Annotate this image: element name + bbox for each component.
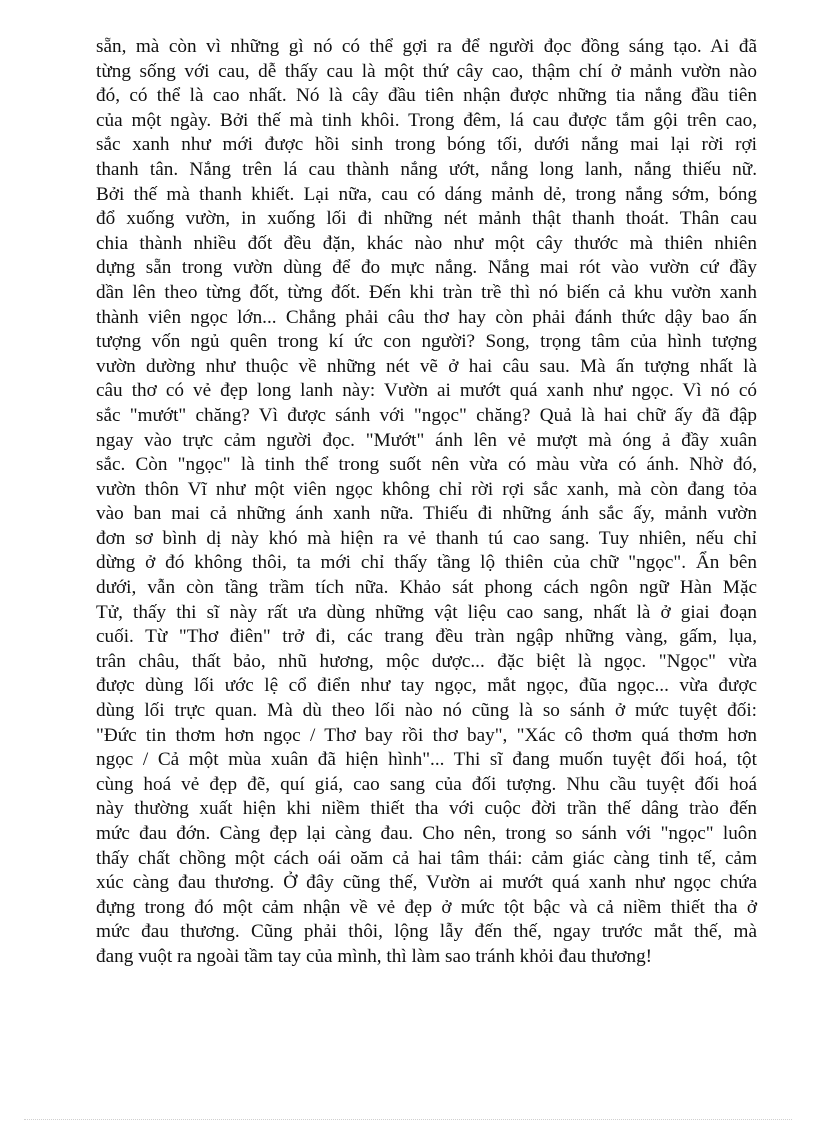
paragraph-line: Bởi thế mà thanh khiết. Lại nữa, cau có dáng mảnh dẻ, trong nắng sớm, bóng (96, 183, 757, 205)
paragraph-line: đó, có thể là cao nhất. Nó là cây đầu tiên nhận được những tia nắng đầu tiên (96, 85, 757, 107)
paragraph-line: mức đau thương. Cũng phải thôi, lộng lẫy đến thế, ngay trước mắt thế, mà (96, 921, 757, 943)
paragraph-line: vườn dường như thuộc về những nét vẽ ở hai câu sau. Mà ấn tượng nhất là (96, 355, 757, 377)
paragraph-line: ngọc / Cả một mùa xuân đã hiện hình"... Thi sĩ đang muốn tuyệt đối hoá, tột (96, 749, 757, 771)
paragraph-line: vườn thôn Vĩ như một viên ngọc không chỉ rời rợi sắc xanh, mà còn đang tỏa (96, 478, 757, 500)
paragraph-line: dựng sẵn trong vườn dùng để đo mực nắng. Nắng mai rót vào vườn cứ đầy (96, 257, 757, 279)
paragraph-line: dưới, vẫn còn tầng trầm tích nữa. Khảo sát phong cách ngôn ngữ Hàn Mặc (96, 577, 757, 599)
paragraph-line: đang vuột ra ngoài tầm tay của mình, thì làm sao tránh khỏi đau thương! (96, 945, 653, 967)
paragraph-line: thấy chất chồng một cách oái oăm cả hai tâm thái: cảm giác càng tinh tế, cảm (96, 847, 757, 869)
paragraph-line: vào ban mai cả những ánh xanh nữa. Thiếu đi những ánh sắc ấy, mảnh vườn (96, 503, 757, 525)
paragraph-line: câu thơ có vẻ đẹp long lanh này: Vườn ai mướt quá xanh như ngọc. Vì nó có (96, 380, 757, 402)
paragraph-line: thanh tân. Nắng trên lá cau thành nắng ướt, nắng long lanh, nắng thiếu nữ. (96, 158, 757, 180)
paragraph-line: sẵn, mà còn vì những gì nó có thể gợi ra để người đọc đồng sáng tạo. Ai đã (96, 36, 757, 57)
paragraph-line: mức đau đớn. Càng đẹp lại càng đau. Cho nên, trong so sánh với "ngọc" luôn (96, 823, 757, 844)
body-paragraph (96, 35, 757, 970)
paragraph-line: của một ngày. Bởi thế mà tinh khôi. Trong đêm, lá cau được tắm gội trên cao, (96, 109, 757, 131)
paragraph-line: này thường xuất hiện khi niềm thiết tha với cuộc đời trần thế dâng trào đến (96, 798, 757, 820)
paragraph-line: dùng lối trực quan. Mà dù theo lối nào nó cũng là so sánh ở mức tuyệt đối: (96, 700, 757, 722)
paragraph-line: ngay vào trực cảm người đọc. "Mướt" ánh lên vẻ mượt mà óng ả đầy xuân (96, 429, 757, 451)
paragraph-line: được dùng lối ước lệ cổ điển như tay ngọc, mắt ngọc, đũa ngọc... vừa được (96, 675, 757, 697)
paragraph-line: chia thành nhiều đốt đều đặn, khác nào như một cây thước mà thiên nhiên (96, 232, 757, 254)
paragraph-line: sắc "mướt" chăng? Vì được sánh với "ngọc" chăng? Quả là hai chữ ấy đã đập (96, 404, 757, 426)
paragraph-line: thành viên ngọc lớn... Chẳng phải câu thơ hay còn phải đánh thức dậy bao ấn (96, 306, 757, 328)
paragraph-line: Tử, thấy thi sĩ này rất ưa dùng những vật liệu cao sang, nhất là ở giai đoạn (96, 601, 757, 623)
paragraph-line: cùng hoá vẻ đẹp đẽ, quí giá, cao sang của đối tượng. Nhu cầu tuyệt đối hoá (96, 773, 757, 795)
paragraph-line: dừng ở đó không thôi, ta mới chỉ thấy tầng lộ thiên của chữ "ngọc". Ẩn bên (96, 552, 757, 574)
paragraph-line: sắc xanh như mới được hồi sinh trong bóng tối, dưới nắng mai lại rời rợi (96, 134, 757, 156)
paragraph-line: dần lên theo từng đốt, từng đốt. Đến khi tràn trề thì nó biến cả khu vườn xanh (96, 281, 757, 303)
paragraph-line: sắc. Còn "ngọc" là tinh thể trong suốt nên vừa có màu vừa có ánh. Nhờ đó, (96, 454, 757, 476)
page-bottom-divider (24, 1119, 792, 1120)
paragraph-line: xúc càng đau thương. Ở đây cũng thế, Vườn ai mướt quá xanh như ngọc chứa (96, 872, 757, 894)
paragraph-line: đựng trong đó một cảm nhận về vẻ đẹp ở mức tột bậc và cả niềm thiết tha ở (96, 896, 757, 918)
paragraph-line: từng sống với cau, dễ thấy cau là một thứ cây cao, thậm chí ở mảnh vườn nào (96, 60, 757, 82)
paragraph-line: đổ xuống vườn, in xuống lối đi những nét mảnh thật thanh thoát. Thân cau (96, 208, 757, 230)
paragraph-line: cuối. Từ "Thơ điên" trở đi, các trang đều tràn ngập những vàng, gấm, lụa, (96, 626, 757, 648)
paragraph-line: tượng vốn ngủ quên trong kí ức con người? Song, trọng tâm của hình tượng (96, 331, 757, 353)
paragraph-line: đơn sơ bình dị này khó mà hiện ra vẻ thanh tú cao sang. Tuy nhiên, nếu chỉ (96, 527, 757, 549)
paragraph-line: "Đức tin thơm hơn ngọc / Thơ bay rồi thơ bay", "Xác cô thơm quá thơm hơn (96, 724, 757, 746)
paragraph-line: trân châu, thất bảo, nhũ hương, mộc dược... đặc biệt là ngọc. "Ngọc" vừa (96, 650, 757, 672)
